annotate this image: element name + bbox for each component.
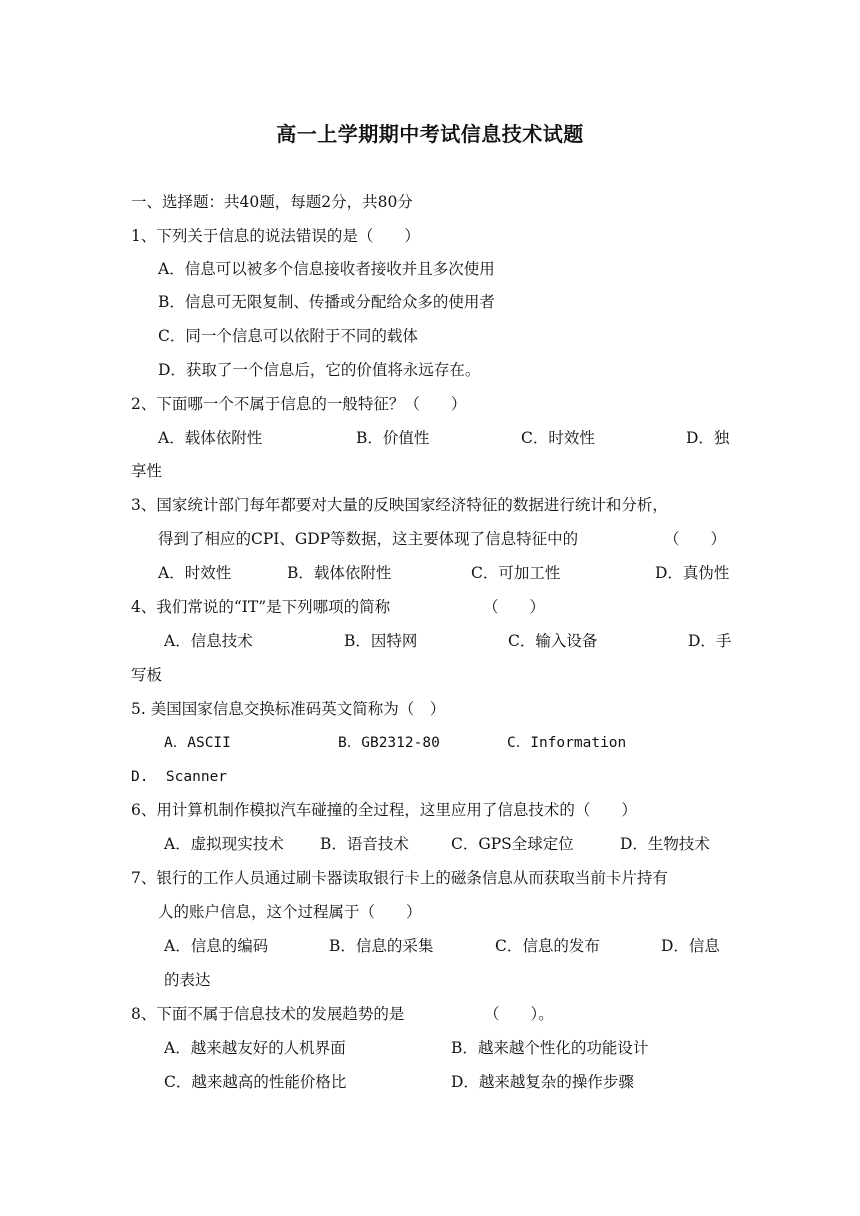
question-6-option-b: B．语音技术 — [320, 835, 409, 853]
question-3-option-d: D．真伪性 — [655, 564, 730, 582]
question-4-option-a: A．信息技术 — [164, 632, 253, 650]
question-2-option-b: B．价值性 — [356, 429, 430, 447]
question-6-stem: 6、用计算机制作模拟汽车碰撞的全过程，这里应用了信息技术的（ ） — [131, 801, 637, 819]
question-6-option-a: A．虚拟现实技术 — [164, 835, 284, 853]
question-1-option-c: C．同一个信息可以依附于不同的载体 — [158, 327, 418, 345]
question-7-continuation: 的表达 — [164, 971, 211, 989]
question-4-continuation: 写板 — [131, 666, 163, 684]
question-7-option-c: C．信息的发布 — [495, 937, 600, 955]
question-5-option-a: A．ASCII — [164, 735, 231, 751]
question-7-stem-line2: 人的账户信息，这个过程属于（ ） — [158, 903, 422, 921]
question-5-option-b: B．GB2312-80 — [338, 735, 440, 751]
question-7-option-a: A．信息的编码 — [164, 937, 269, 955]
question-3-answer-paren: （ ） — [664, 530, 727, 548]
question-2-option-a: A．载体依附性 — [158, 429, 263, 447]
question-8-answer-paren: （ ）。 — [484, 1005, 554, 1023]
question-5-option-c: C．Information — [507, 735, 627, 751]
question-2-stem: 2、下面哪一个不属于信息的一般特征？（ ） — [131, 395, 467, 413]
question-7-option-b: B．信息的采集 — [329, 937, 434, 955]
question-8-option-a: A．越来越友好的人机界面 — [164, 1039, 346, 1057]
question-7-stem: 7、银行的工作人员通过刷卡器读取银行卡上的磁条信息从而获取当前卡片持有 — [131, 869, 668, 887]
question-6-option-d: D．生物技术 — [620, 835, 710, 853]
section-heading: 一、选择题：共40题，每题2分，共80分 — [131, 193, 413, 211]
question-3-option-c: C．可加工性 — [471, 564, 561, 582]
question-8-option-b: B．越来越个性化的功能设计 — [451, 1039, 649, 1057]
question-8-option-c: C．越来越高的性能价格比 — [164, 1073, 347, 1091]
question-4-option-c: C．输入设备 — [508, 632, 598, 650]
question-5-continuation: D. Scanner — [131, 769, 228, 785]
question-8-option-d: D．越来越复杂的操作步骤 — [451, 1073, 634, 1091]
question-5-stem: 5. 美国国家信息交换标准码英文简称为（ ） — [131, 700, 446, 718]
question-4-answer-paren: （ ） — [483, 598, 546, 616]
question-1-option-b: B．信息可无限复制、传播或分配给众多的使用者 — [158, 293, 495, 311]
question-6-option-c: C．GPS全球定位 — [451, 835, 574, 853]
question-3-option-a: A．时效性 — [158, 564, 232, 582]
question-4-option-b: B．因特网 — [344, 632, 418, 650]
question-3-stem-line2: 得到了相应的CPI、GDP等数据，这主要体现了信息特征中的 — [158, 530, 579, 548]
question-1-option-d: D．获取了一个信息后，它的价值将永远存在。 — [158, 361, 481, 379]
page-title: 高一上学期期中考试信息技术试题 — [276, 122, 584, 146]
question-4-stem: 4、我们常说的“IT”是下列哪项的简称 — [131, 598, 391, 616]
question-2-option-c: C．时效性 — [521, 429, 595, 447]
question-3-option-b: B．载体依附性 — [287, 564, 392, 582]
question-4-option-d: D．手 — [688, 632, 732, 650]
question-1-stem: 1、下列关于信息的说法错误的是（ ） — [131, 227, 420, 245]
question-7-option-d: D．信息 — [661, 937, 720, 955]
question-1-option-a: A．信息可以被多个信息接收者接收并且多次使用 — [158, 260, 495, 278]
question-2-option-d: D．独 — [686, 429, 730, 447]
question-2-continuation: 享性 — [131, 462, 163, 480]
question-8-stem: 8、下面不属于信息技术的发展趋势的是 — [131, 1005, 405, 1023]
question-3-stem: 3、国家统计部门每年都要对大量的反映国家经济特征的数据进行统计和分析， — [131, 496, 668, 514]
